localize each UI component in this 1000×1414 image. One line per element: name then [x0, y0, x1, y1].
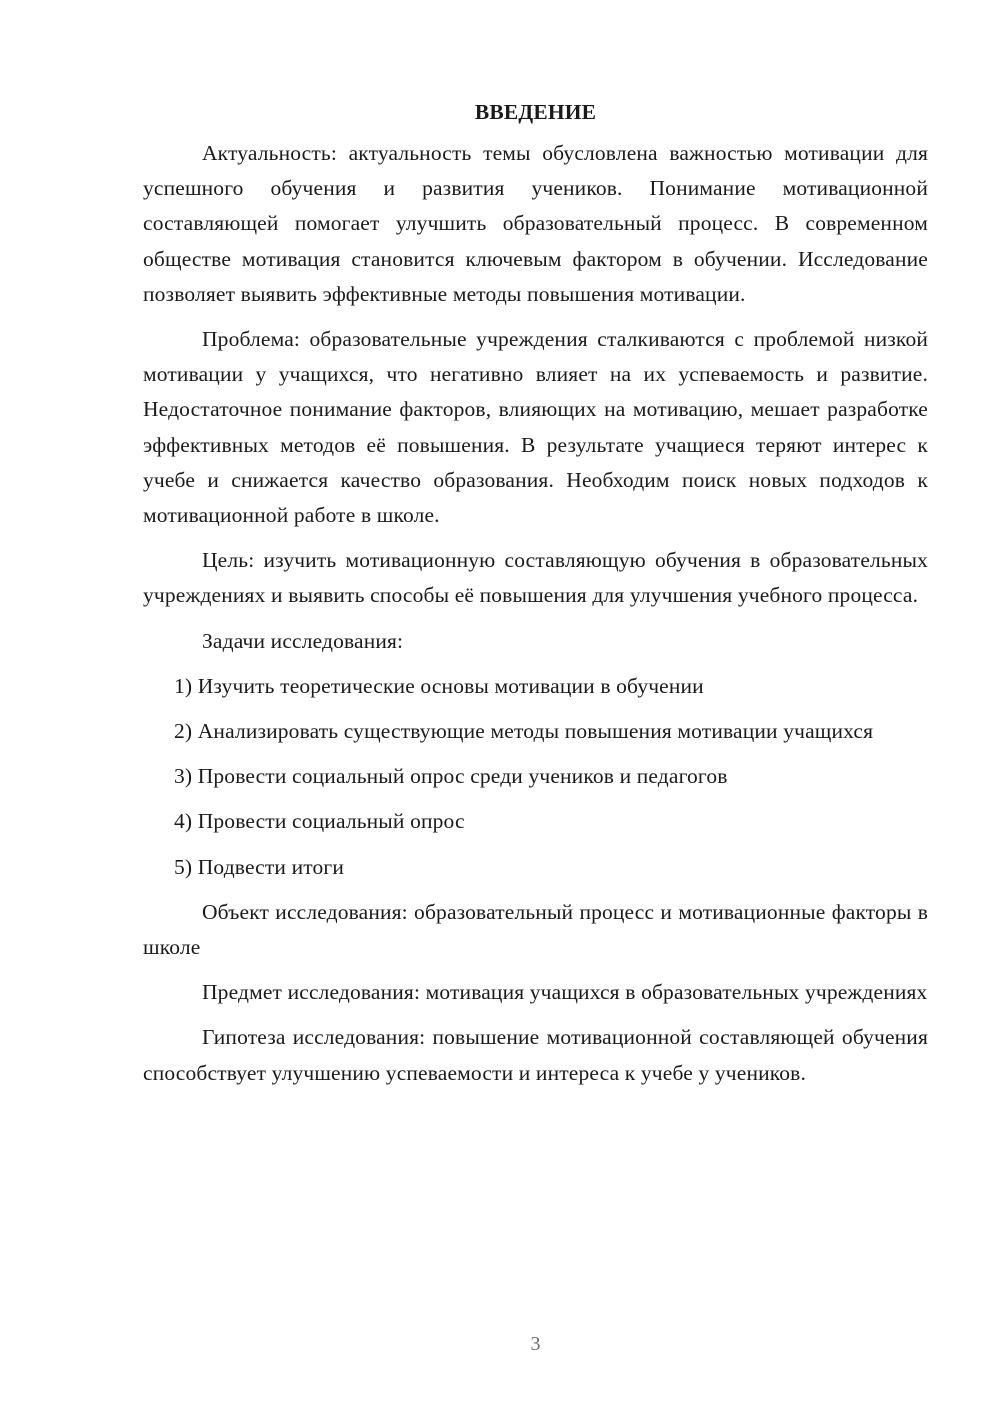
- hypothesis-paragraph: Гипотеза исследования: повышение мотивационной составляющей обучения способствует улучшению успеваемости и интереса к учебе у учеников.: [143, 1025, 928, 1085]
- tasks-title: Задачи исследования:: [202, 628, 404, 653]
- task-item-5: 5) Подвести итоги: [174, 854, 345, 879]
- object-paragraph: Объект исследования: образовательный процесс и мотивационные факторы в школе: [143, 899, 928, 960]
- page-number: 3: [530, 1333, 541, 1355]
- task-item-3: 3) Провести социальный опрос среди учеников и педагогов: [174, 764, 728, 789]
- subject-paragraph: Предмет исследования: мотивация учащихся в образовательных учреждениях: [202, 980, 928, 1005]
- task-item-4: 4) Провести социальный опрос: [174, 809, 465, 834]
- problem-paragraph: Проблема: образовательные учреждения сталкиваются с проблемой низкой мотивации у учащихся, что негативно влияет на их успеваемость и развитие. Недостаточное понимание факторов, влияющих на мотивацию, мешает разработке эффективных методов её повышения. В результате учащиеся теряют интерес к учебе и снижается качество образования. Необходим поиск новых подходов к мотивационной работе в школе.: [143, 327, 928, 528]
- relevance-paragraph: Актуальность: актуальность темы обусловлена важностью мотивации для успешного обучения и развития учеников. Понимание мотивационной составляющей помогает улучшить образовательный процесс. В современном обществе мотивация становится ключевым фактором в обучении. Исследование позволяет выявить эффективные методы повышения мотивации.: [143, 141, 928, 306]
- page-content: [143, 96, 928, 1101]
- task-item-2: 2) Анализировать существующие методы повышения мотивации учащихся: [174, 719, 874, 744]
- goal-paragraph: Цель: изучить мотивационную составляющую обучения в образовательных учреждениях и выявить способы её повышения для улучшения учебного процесса.: [143, 548, 928, 608]
- task-item-1: 1) Изучить теоретические основы мотивации в обучении: [174, 673, 704, 698]
- section-heading: ВВЕДЕНИЕ: [474, 100, 597, 124]
